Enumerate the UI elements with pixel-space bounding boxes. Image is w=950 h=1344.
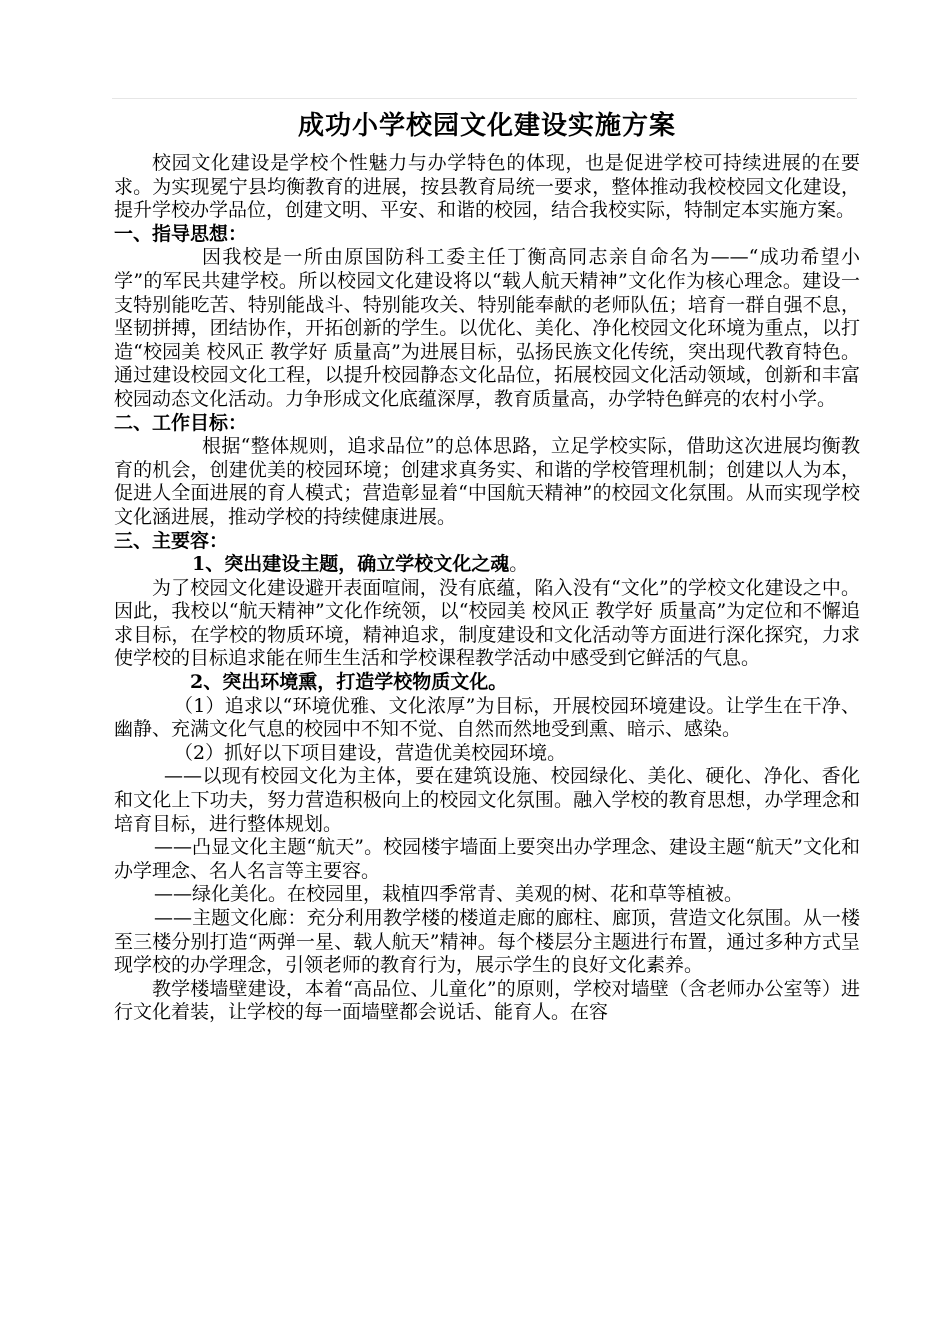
section-heading-guiding-ideology: 一、指导思想： [114, 222, 248, 245]
subheading-culture-soul-text: 1、突出建设主题，确立学校文化之魂 [192, 553, 510, 576]
guiding-ideology-paragraph: 因我校是一所由原国防科工委主任丁衡高同志亲自命名为——“成功希望小学”的军民共建学校。所以校园文化建设将以“载人航天精神”文化作为核心理念。建设一支特别能吃苦、特别能战斗、特别能攻关、特别能奉献的老师队伍；培育一群自强不息，坚韧拼搏，团结协作，开拓创新的学生。以优化、美化、净化校园文化环境为重点，以打造“校园美 校风正 教学好 质量高”为进展目标，弘扬民族文化传统，突出现代教育特色。通过建设校园文化工程，以提升校园静态文化品位，拓展校园文化活动领域，创新和丰富校园动态文化活动。力争形成文化底蕴深厚，教育质量高，办学特色鲜亮的农村小学。 [114, 246, 860, 410]
wall-construction-paragraph: 教学楼墙壁建设，本着“高品位、儿童化”的原则，学校对墙壁（含老师办公室等）进行文化着装，让学校的每一面墙壁都会说话、能育人。在容 [114, 977, 860, 1024]
project-construction-paragraph: （2）抓好以下项目建设，营造优美校园环境。 [174, 741, 567, 764]
environment-goal-paragraph: （1）追求以“环境优雅、文化浓厚”为目标，开展校园环境建设。让学生在干净、幽静、充满文化气息的校园中不知不觉、自然而然地受到熏、暗示、感染。 [114, 694, 860, 741]
intro-paragraph: 校园文化建设是学校个性魅力与办学特色的体现，也是促进学校可持续进展的在要求。为实现冕宁县均衡教育的进展，按县教育局统一要求，整体推动我校校园文化建设，提升学校办学品位，创建文明、平安、和谐的校园，结合我校实际，特制定本实施方案。 [114, 152, 860, 222]
campus-culture-item: ——以现有校园文化为主体，要在建筑设施、校园绿化、美化、硬化、净化、香化和文化上下功夫，努力营造积极向上的校园文化氛围。融入学校的教育思想，办学理念和培育目标，进行整体规划。 [114, 765, 860, 835]
subheading-culture-soul-period: 。 [509, 553, 529, 576]
greening-item: ——绿化美化。在校园里，栽植四季常青、美观的树、花和草等植被。 [154, 883, 744, 906]
header-rule [112, 98, 857, 99]
aerospace-theme-item: ——凸显文化主题“航天”。校园楼宇墙面上要突出办学理念、建设主题“航天”文化和办学理念、名人名言等主要容。 [114, 836, 860, 882]
section-heading-work-goals: 二、工作目标： [114, 411, 248, 434]
culture-corridor-item: ——主题文化廊：充分利用教学楼的楼道走廊的廊柱、廊顶，营造文化氛围。从一楼至三楼分别打造“两弹一星、载人航天”精神。每个楼层分主题进行布置，通过多种方式呈现学校的办学理念，引领老师的教育行为，展示学生的良好文化素养。 [114, 907, 860, 977]
document-title: 成功小学校园文化建设实施方案 [297, 111, 676, 141]
subheading-culture-soul [114, 553, 860, 577]
document-body [114, 106, 860, 1025]
section-heading-main-content: 三、主要容： [114, 529, 229, 552]
culture-soul-paragraph: 为了校园文化建设避开表面喧闹，没有底蕴，陷入没有“文化”的学校文化建设之中。因此，我校以“航天精神”文化作统领，以“校园美 校风正 教学好 质量高”为定位和不懈追求目标，在学校的物质环境，精神追求，制度建设和文化活动等方面进行深化探究，力求使学校的目标追求能在师生生活和学校课程教学活动中感受到它鲜活的气息。 [114, 576, 860, 670]
work-goals-paragraph: 根据“整体规则，追求品位”的总体思路，立足学校实际，借助这次进展均衡教育的机会，创建优美的校园环境；创建求真务实、和谐的学校管理机制；创建以人为本，促进人全面进展的育人模式；营造彰显着“中国航天精神”的校园文化氛围。从而实现学校文化涵进展，推动学校的持续健康进展。 [114, 435, 860, 528]
subheading-material-culture: 2、突出环境熏，打造学校物质文化。 [190, 671, 508, 694]
